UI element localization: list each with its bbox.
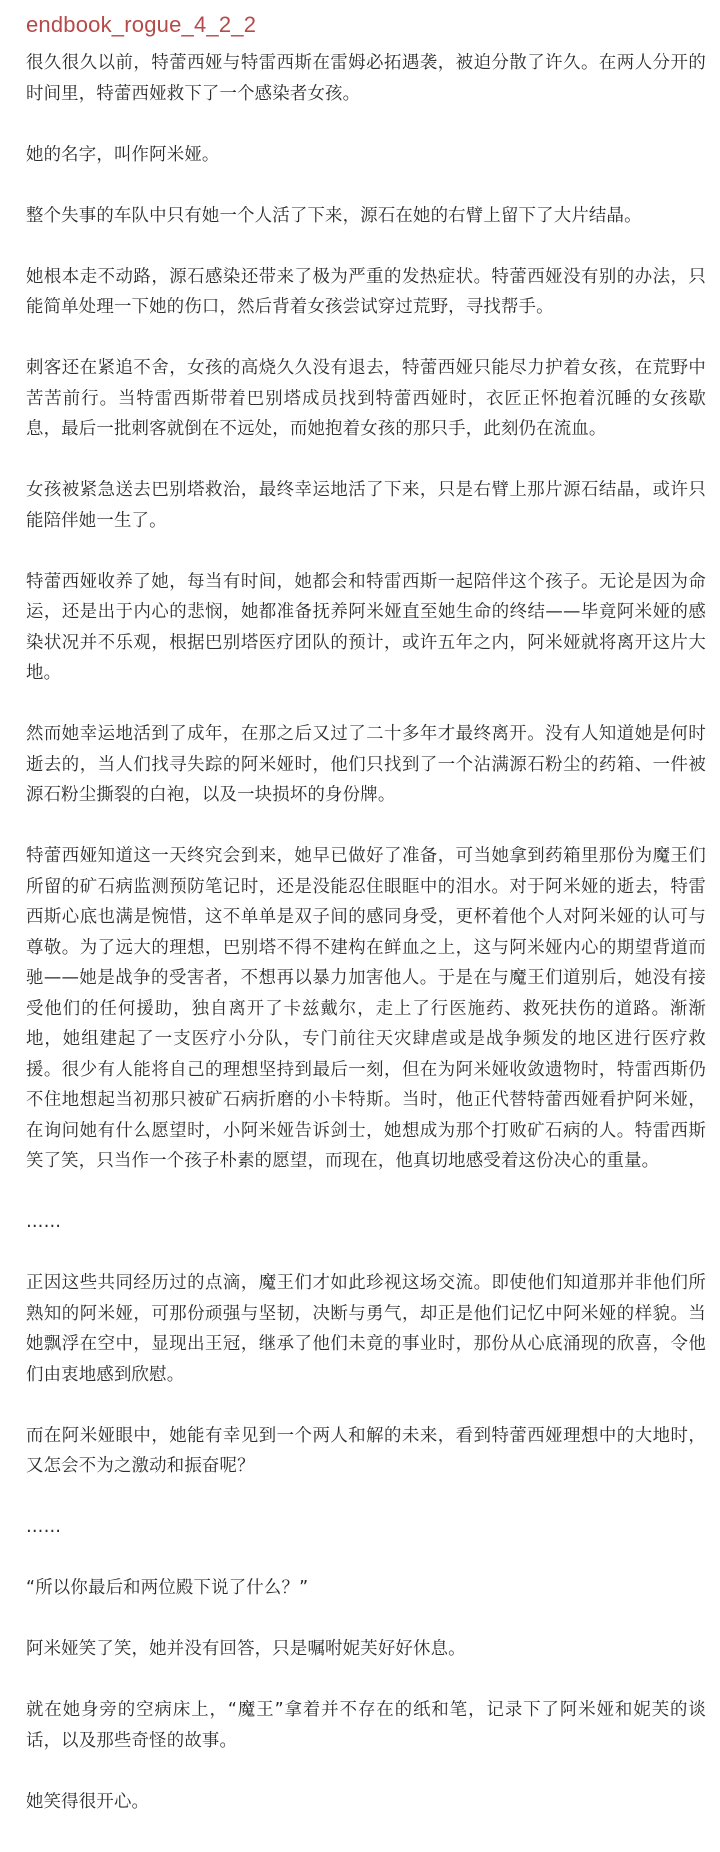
closing-line: 她笑得很开心。 — [26, 1791, 150, 1812]
paragraph: 就在她身旁的空病床上，“魔王”拿着并不存在的纸和笔，记录下了阿米娅和妮芙的谈话，以及那些奇怪的故事。 — [26, 1700, 706, 1751]
paragraph: 然而她幸运地活到了成年，在那之后又过了二十多年才最终离开。没有人知道她是何时逝去的，当人们找寻失踪的阿米娅时，他们只找到了一个沾满源石粉尘的药箱、一件被源石粉尘撕裂的白袍，以及一块损坏的身份牌。 — [26, 724, 706, 805]
ellipsis-separator: …… — [26, 1212, 62, 1232]
ellipsis-separator: …… — [26, 1517, 62, 1537]
paragraph: 整个失事的车队中只有她一个人活了下来，源石在她的右臂上留下了大片结晶。 — [26, 205, 642, 226]
paragraph: 刺客还在紧追不舍，女孩的高烧久久没有退去，特蕾西娅只能尽力护着女孩，在荒野中苦苦前行。当特雷西斯带着巴别塔成员找到特蕾西娅时，衣匠正怀抱着沉睡的女孩歇息，最后一批刺客就倒在不远处，而她抱着女孩的那只手，此刻仍在流血。 — [26, 358, 706, 439]
paragraph: 阿米娅笑了笑，她并没有回答，只是嘱咐妮芙好好休息。 — [26, 1639, 466, 1659]
document-title: endbook_rogue_4_2_2 — [26, 12, 257, 37]
paragraph: 特蕾西娅收养了她，每当有时间，她都会和特雷西斯一起陪伴这个孩子。无论是因为命运，还是出于内心的悲悯，她都准备抚养阿米娅直至她生命的终结——毕竟阿米娅的感染状况并不乐观，根据巴别塔医疗团队的预计，或许五年之内，阿米娅就将离开这片大地。 — [26, 571, 706, 683]
paragraph: 她的名字，叫作阿米娅。 — [26, 144, 220, 165]
paragraph: 特蕾西娅知道这一天终究会到来，她早已做好了准备，可当她拿到药箱里那份为魔王们所留的矿石病监测预防笔记时，还是没能忍住眼眶中的泪水。对于阿米娅的逝去，特雷西斯心底也满是惋惜，这不单单是双子间的感同身受，更杯着他个人对阿米娅的认可与尊敬。为了远大的理想，巴别塔不得不建构在鲜血之上，这与阿米娅内心的期望背道而驰——她是战争的受害者，不想再以暴力加害他人。于是在与魔王们道别后，她没有接受他们的任何援助，独自离开了卡兹戴尔，走上了行医施药、救死扶伤的道路。渐渐地，她组建起了一支医疗小分队，专门前往天灾肆虐或是战争频发的地区进行医疗救援。很少有人能将自己的理想坚持到最后一刻，但在为阿米娅收敛遗物时，特雷西斯仍不住地想起当初那只被矿石病折磨的小卡特斯。当时，他正代替特蕾西娅看护阿米娅，在询问她有什么愿望时，小阿米娅告诉剑士，她想成为那个打败矿石病的人。特雷西斯笑了笑，只当作一个孩子朴素的愿望，而现在，他真切地感受着这份决心的重量。 — [26, 846, 706, 1171]
paragraph: 正因这些共同经历过的点滴，魔王们才如此珍视这场交流。即使他们知道那并非他们所熟知的阿米娅，可那份顽强与坚韧，决断与勇气，却正是他们记忆中阿米娅的样貌。当她飘浮在空中，显现出王冠，继承了他们未竟的事业时，那份从心底涌现的欣喜，令他们由衷地感到欣慰。 — [26, 1273, 706, 1385]
paragraph: 她根本走不动路，源石感染还带来了极为严重的发热症状。特蕾西娅没有别的办法，只能简单处理一下她的伤口，然后背着女孩尝试穿过荒野，寻找帮手。 — [26, 266, 706, 317]
paragraph: 女孩被紧急送去巴别塔救治，最终幸运地活了下来，只是右臂上那片源石结晶，或许只能陪伴她一生了。 — [26, 480, 706, 531]
paragraph: 很久很久以前，特蕾西娅与特雷西斯在雷姆必拓遇袭，被迫分散了许久。在两人分开的时间里，特蕾西娅救下了一个感染者女孩。 — [26, 53, 706, 104]
dialogue-line: “所以你最后和两位殿下说了什么？” — [26, 1578, 309, 1598]
document-body — [26, 48, 706, 1817]
paragraph: 而在阿米娅眼中，她能有幸见到一个两人和解的未来，看到特蕾西娅理想中的大地时，又怎会不为之激动和振奋呢？ — [26, 1425, 706, 1476]
